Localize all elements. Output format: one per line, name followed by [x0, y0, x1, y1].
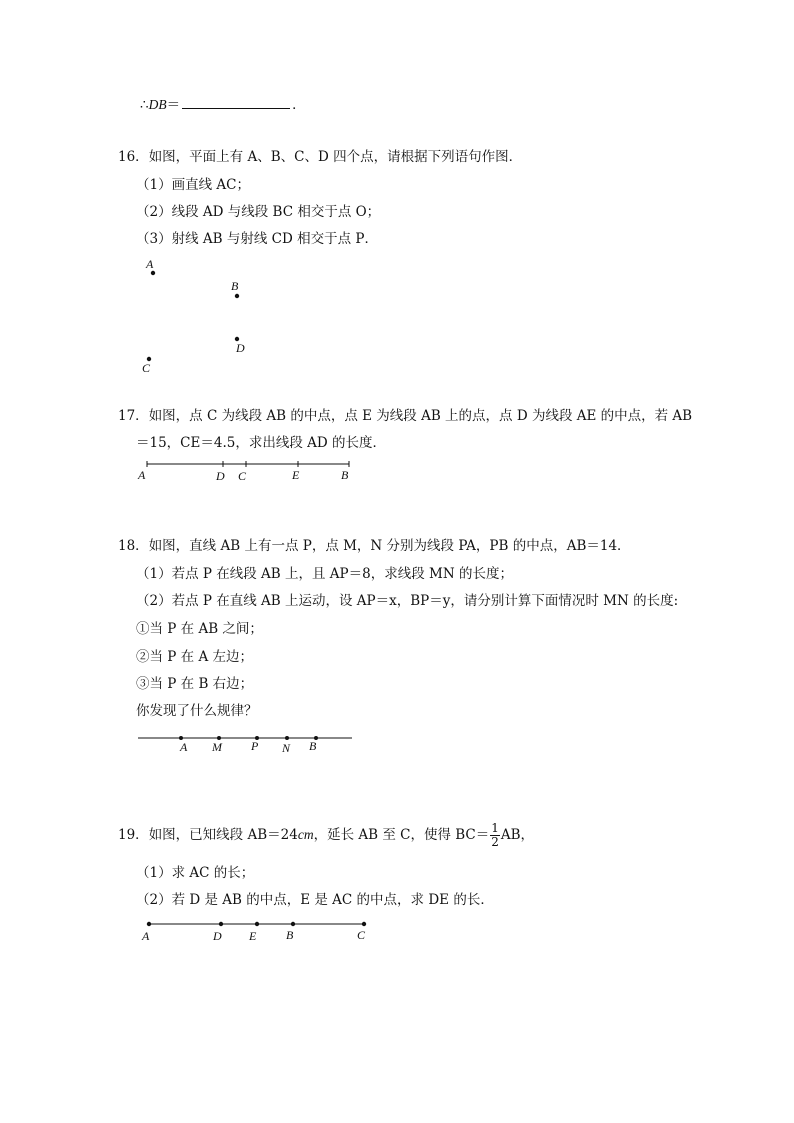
prev-equals: ＝ — [166, 97, 181, 113]
q19-fraction-numerator: 1 — [491, 821, 499, 835]
q16-step-2: （2）线段 AD 与线段 BC 相交于点 O； — [136, 204, 381, 220]
q18-stem — [118, 537, 631, 555]
q18-number: 18． — [118, 538, 149, 554]
q16-step-3: （3）射线 AB 与射线 CD 相交于点 P． — [136, 231, 378, 247]
q18-question: 你发现了什么规律？ — [136, 703, 258, 719]
q19-point-b — [291, 922, 295, 926]
q19-point-d — [219, 922, 223, 926]
q19-figure — [141, 922, 366, 943]
q19-number: 19． — [118, 827, 149, 843]
q19-stem-c: AB， — [500, 827, 535, 843]
q16-point-b — [235, 294, 239, 298]
q19-point-c — [362, 922, 366, 926]
q17-label-e: E — [292, 468, 300, 482]
q16-label-b: B — [231, 279, 239, 293]
q17-figure — [137, 461, 349, 483]
q19-label-d: D — [213, 929, 222, 943]
q19-stem-b: ，延长 AB 至 C，使得 BC＝ — [313, 827, 490, 843]
q18-part-2: （2）若点 P 在直线 AB 上运动，设 AP＝x，BP＝y，请分别计算下面情况时 MN 的长度: — [136, 593, 679, 609]
q16-point-a — [151, 271, 155, 275]
q17-number: 17． — [118, 408, 149, 424]
q19-label-a: A — [142, 929, 150, 943]
q17-label-a: A — [138, 468, 146, 482]
q16-label-d: D — [236, 341, 245, 355]
q19-fraction-denominator: 2 — [491, 835, 499, 849]
q18-case-1: ①当 P 在 AB 之间； — [136, 621, 263, 637]
q17-stem-line-1 — [118, 407, 692, 425]
q16-figure — [142, 257, 245, 375]
q19-stem-a: 如图，已知线段 AB＝24 — [148, 827, 298, 843]
q16-number: 16． — [118, 149, 149, 165]
q19-stem — [118, 820, 534, 850]
q17-stem-text-1: 如图，点 C 为线段 AB 的中点，点 E 为线段 AB 上的点，点 D 为线段 AE 的中点，若 AB — [148, 408, 693, 424]
q18-case-2: ②当 P 在 A 左边； — [136, 649, 253, 665]
q19-point-a — [147, 922, 151, 926]
q18-label-n: N — [282, 741, 291, 755]
q16-step-1: （1）画直线 AC； — [136, 177, 250, 193]
q18-label-p: P — [251, 739, 259, 753]
q18-label-a: A — [180, 740, 188, 754]
q19-label-c: C — [357, 928, 366, 942]
q18-part-1: （1）若点 P 在线段 AB 上，且 AP＝8，求线段 MN 的长度； — [136, 566, 513, 582]
q19-point-e — [255, 922, 259, 926]
q19-fraction — [490, 822, 500, 849]
q18-stem-text: 如图，直线 AB 上有一点 P，点 M，N 分别为线段 PA，PB 的中点，AB＝14． — [148, 538, 631, 554]
q18-label-b: B — [309, 739, 317, 753]
q17-stem-line-2: ＝15，CE＝4.5，求出线段 AD 的长度． — [136, 435, 386, 451]
q19-part-1: （1）求 AC 的长； — [136, 865, 255, 881]
q17-label-d: D — [216, 469, 225, 483]
therefore-symbol: ∴ — [140, 97, 149, 113]
q16-stem-text: 如图，平面上有 A、B、C、D 四个点，请根据下列语句作图． — [148, 149, 523, 165]
q18-label-m: M — [212, 740, 222, 754]
q17-label-c: C — [238, 469, 247, 483]
q17-label-b: B — [341, 468, 349, 482]
q16-label-c: C — [142, 361, 151, 375]
prev-db-label: DB — [148, 97, 167, 112]
q19-label-e: E — [249, 929, 257, 943]
q19-label-b: B — [286, 928, 294, 942]
prev-period: ． — [292, 97, 306, 113]
q18-case-3: ③当 P 在 B 右边； — [136, 676, 254, 692]
q19-part-2: （2）若 D 是 AB 的中点，E 是 AC 的中点，求 DE 的长． — [136, 892, 494, 908]
q16-label-a: A — [146, 257, 154, 271]
q18-figure — [138, 736, 352, 755]
q18-point-n — [285, 736, 289, 740]
q19-unit: cm — [297, 827, 314, 842]
